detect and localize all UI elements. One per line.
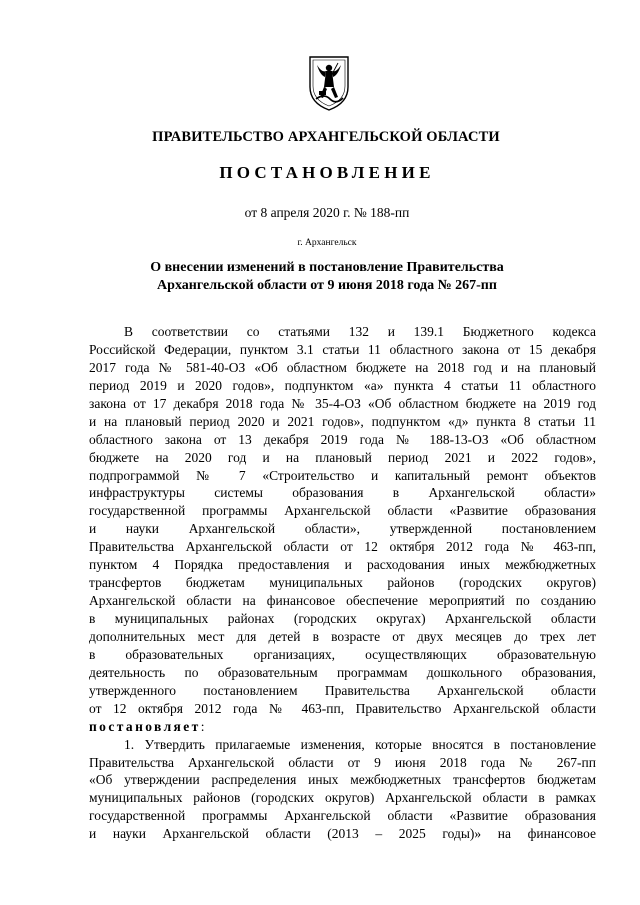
body-line: трансфертов бюджетам муниципальных районов (городских округов) <box>89 575 596 591</box>
body-line: областного закона от 13 декабря 2019 года № 188-13-ОЗ «Об областном <box>89 431 596 447</box>
body-line: от 12 октября 2012 года № 463-пп, Правительство Архангельской области <box>89 700 596 716</box>
body-line: и науки Архангельской области», утвержденной постановлением <box>89 521 596 537</box>
document-type: ПОСТАНОВЛЕНИЕ <box>219 163 435 182</box>
document-city: г. Архангельск <box>297 238 357 248</box>
resolves-line <box>89 718 596 736</box>
body-line: деятельность по образовательным программам дошкольного образования, <box>89 664 596 680</box>
body-line: подпрограммой № 7 «Строительство и капитальный ремонт объектов <box>89 467 596 483</box>
body-line: Архангельской области на финансовое обеспечение мероприятий по созданию <box>89 593 596 609</box>
subject-line: Архангельской области от 9 июня 2018 года № 267-пп <box>157 278 497 293</box>
body-line: Правительства Архангельской области от 12 октября 2012 года № 463-пп, <box>89 539 596 555</box>
body-line: дополнительных мест для детей в возрасте от двух месяцев до трех лет <box>89 628 596 644</box>
body-line: пунктом 4 Порядка предоставления и расходования иных межбюджетных <box>89 557 596 573</box>
body-line: 2017 года № 581-40-ОЗ «Об областном бюджете на 2018 год и на плановый <box>89 359 596 375</box>
body-line: В соответствии со статьями 132 и 139.1 Бюджетного кодекса <box>124 324 596 339</box>
document-subject <box>14 259 640 295</box>
item1-line: Правительства Архангельской области от 9 июня 2018 года № 267-пп <box>89 754 596 770</box>
document-date-number: от 8 апреля 2020 г. № 188-пп <box>244 205 410 220</box>
coat-of-arms-emblem <box>304 53 354 113</box>
body-line: инфраструктуры системы образования в Архангельской области» <box>89 485 596 501</box>
item1-line: 1. Утвердить прилагаемые изменения, которые вносятся в постановление <box>124 736 596 752</box>
body-line: утвержденного постановлением Правительства Архангельской области <box>89 682 596 698</box>
resolves-colon: : <box>200 718 205 734</box>
body-line: период 2019 и 2020 годов», подпунктом «а» пункта 4 статьи 11 областного <box>89 377 596 393</box>
subject-line: О внесении изменений в постановление Правительства <box>150 260 504 275</box>
body-line: государственной программы Архангельской области «Развитие образования <box>89 503 596 519</box>
body-line: закона от 17 декабря 2018 года № 35-4-ОЗ «Об областном бюджете на 2019 год <box>89 395 596 411</box>
government-title: ПРАВИТЕЛЬСТВО АРХАНГЕЛЬСКОЙ ОБЛАСТИ <box>152 129 500 145</box>
item1-line: «Об утверждении распределения иных межбюджетных трансфертов бюджетам <box>89 772 596 788</box>
resolves-word: постановляет <box>89 718 201 734</box>
body-line: в муниципальных районах (городских округах) Архангельской области <box>89 611 596 626</box>
body-line: Российской Федерации, пунктом 3.1 статьи 11 областного закона от 15 декабря <box>89 341 596 357</box>
body-line: в образовательных организациях, осуществляющих образовательную <box>89 646 596 662</box>
body-line: и на плановый период 2020 и 2021 годов», подпунктом «д» пункта 8 статьи 11 <box>89 413 596 429</box>
document-body <box>89 323 596 843</box>
item1-line: и науки Архангельской области (2013 – 2025 годы)» на финансовое <box>89 826 596 842</box>
body-line: бюджете на 2020 год и на плановый период 2021 и 2022 годов», <box>89 449 596 465</box>
item1-line: государственной программы Архангельской области «Развитие образования <box>89 808 596 824</box>
item1-line: муниципальных районов (городских округов) Архангельской области в рамках <box>89 790 596 806</box>
